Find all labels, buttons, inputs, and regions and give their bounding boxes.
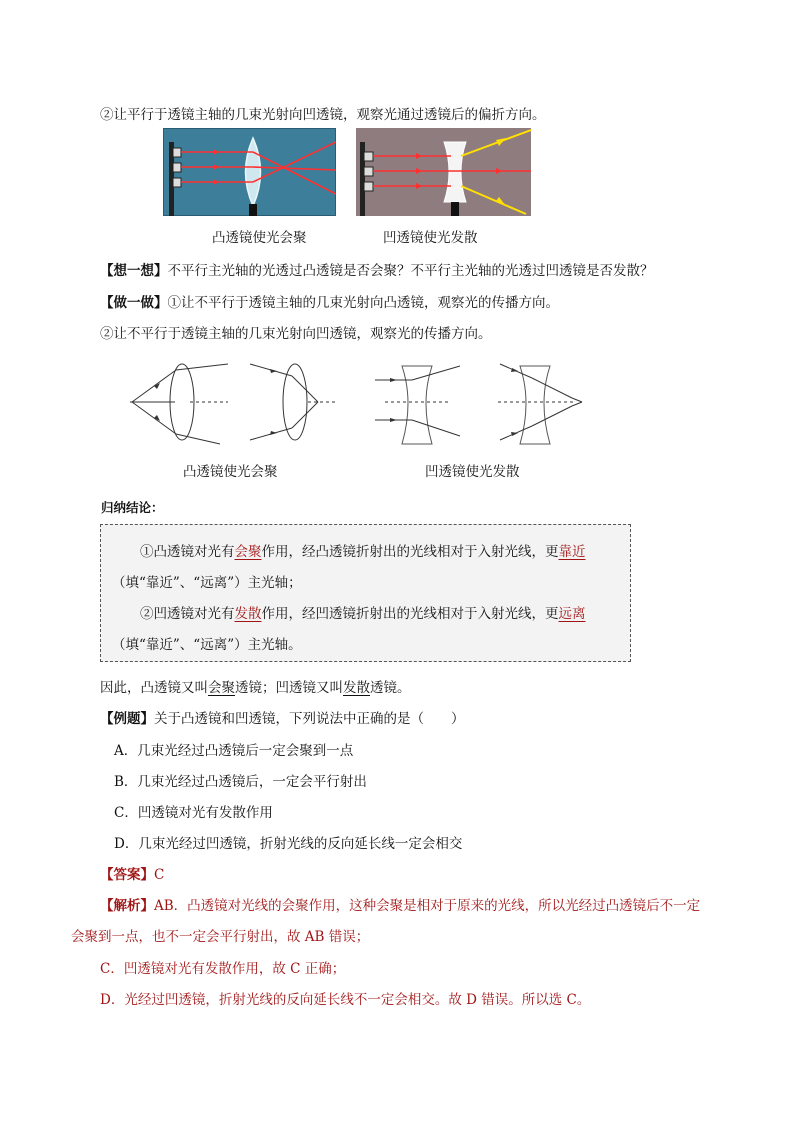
therefore-line bbox=[100, 676, 411, 696]
photo-caption-concave: 凹透镜使光发散 bbox=[383, 230, 478, 246]
option-c: C．凹透镜对光有发散作用 bbox=[114, 805, 273, 821]
conclusion-l3-blank: 发散 bbox=[234, 606, 262, 622]
ray-diagrams bbox=[120, 358, 590, 450]
therefore-a: 因此，凸透镜又叫 bbox=[100, 680, 208, 696]
conclusion-l1-b: 作用，经凸透镜折射出的光线相对于入射光线，更 bbox=[261, 544, 559, 560]
conclusion-line2: （填“靠近”、“远离”）主光轴； bbox=[112, 575, 302, 591]
conclusion-l1-a: ①凸透镜对光有 bbox=[140, 544, 235, 560]
photo-caption-convex: 凸透镜使光会聚 bbox=[212, 230, 307, 246]
analysis-line4: D．光经过凹透镜，折射光线的反向延长线不一定会相交。故 D 错误。所以选 C。 bbox=[100, 992, 591, 1008]
conclusion-l3-b: 作用，经凹透镜折射出的光线相对于入射光线，更 bbox=[261, 606, 559, 622]
conclusion-heading: 归纳结论： bbox=[101, 500, 164, 515]
step2-text: ②让平行于透镜主轴的几束光射向凹透镜，观察光通过透镜后的偏折方向。 bbox=[100, 107, 546, 123]
therefore-b: 会聚 bbox=[208, 680, 235, 696]
concave-lens-photo bbox=[356, 128, 531, 216]
do-text: ①让不平行于透镜主轴的几束光射向凸透镜，观察光的传播方向。 bbox=[167, 295, 559, 311]
option-a: A．几束光经过凸透镜后一定会聚到一点 bbox=[114, 743, 354, 759]
therefore-c: 透镜；凹透镜又叫 bbox=[235, 680, 343, 696]
conclusion-line3 bbox=[140, 602, 586, 622]
example-question bbox=[100, 707, 465, 727]
analysis-line1-text: AB．凸透镜对光线的会聚作用，这种会聚是相对于原来的光线，所以光经过凸透镜后不一定 bbox=[154, 898, 701, 914]
answer-tag: 【答案】 bbox=[100, 867, 154, 883]
conclusion-l1-blank: 会聚 bbox=[234, 544, 262, 560]
do-step2: ②让不平行于透镜主轴的几束光射向凹透镜，观察光的传播方向。 bbox=[100, 326, 492, 342]
example-tag: 【例题】 bbox=[100, 711, 154, 727]
option-d: D．几束光经过凹透镜，折射光线的反向延长线一定会相交 bbox=[114, 836, 463, 852]
think-tag: 【想一想】 bbox=[100, 263, 168, 279]
therefore-d: 发散 bbox=[343, 680, 370, 696]
conclusion-l3-a: ②凹透镜对光有 bbox=[140, 606, 235, 622]
analysis-line1 bbox=[100, 894, 700, 914]
do-line bbox=[100, 291, 559, 311]
conclusion-line4: （填“靠近”、“远离”）主光轴。 bbox=[112, 637, 302, 653]
conclusion-l1-blank2: 靠近 bbox=[558, 544, 586, 560]
analysis-tag: 【解析】 bbox=[100, 898, 154, 914]
therefore-e: 透镜。 bbox=[370, 680, 411, 696]
do-tag: 【做一做】 bbox=[100, 295, 168, 311]
answer-line bbox=[100, 863, 164, 883]
diagram-caption-concave: 凹透镜使光发散 bbox=[425, 464, 520, 480]
example-question-text: 关于凸透镜和凹透镜，下列说法中正确的是（ ） bbox=[154, 711, 465, 727]
think-text: 不平行主光轴的光透过凸透镜是否会聚？不平行主光轴的光透过凹透镜是否发散？ bbox=[167, 263, 654, 279]
option-b: B．几束光经过凸透镜后，一定会平行射出 bbox=[114, 774, 367, 790]
think-line bbox=[100, 259, 654, 279]
answer-value: C bbox=[154, 867, 165, 883]
diagram-caption-convex: 凸透镜使光会聚 bbox=[183, 464, 278, 480]
analysis-line2: 会聚到一点，也不一定会平行射出，故 AB 错误； bbox=[71, 929, 370, 945]
conclusion-l3-blank2: 远离 bbox=[558, 606, 586, 622]
conclusion-line1 bbox=[140, 540, 586, 560]
analysis-line3: C．凹透镜对光有发散作用，故 C 正确； bbox=[100, 961, 346, 977]
convex-lens-photo bbox=[163, 128, 336, 216]
